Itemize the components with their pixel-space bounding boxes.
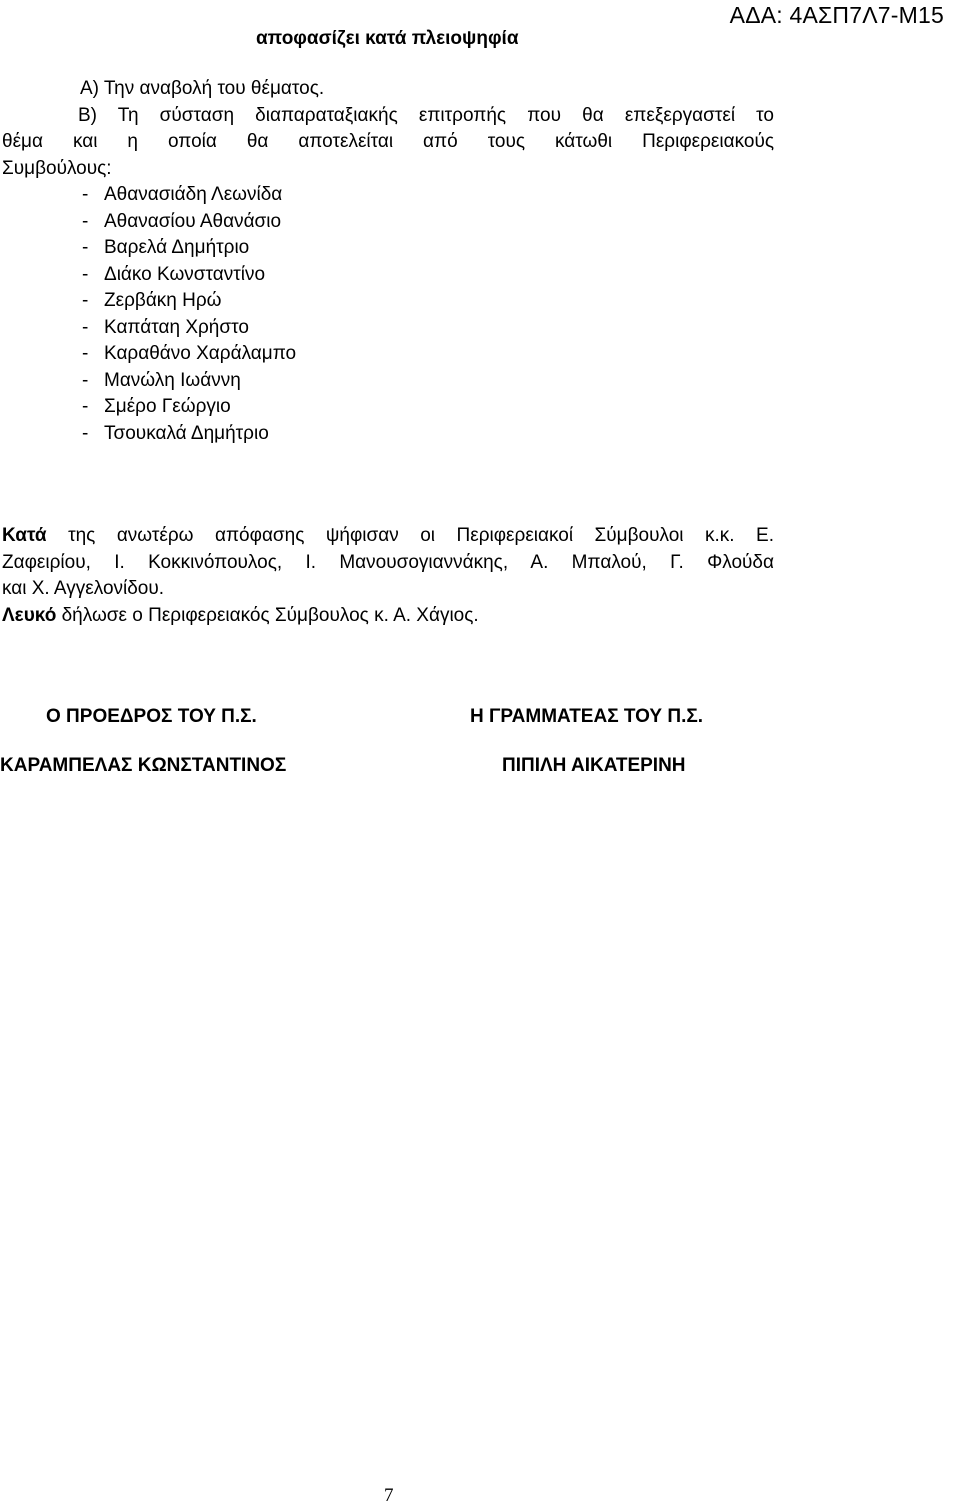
member-name: Τσουκαλά Δημήτριο: [104, 422, 269, 444]
votes-against-line-1: [2, 523, 774, 550]
secretary-title: Η ΓΡΑΜΜΑΤΕΑΣ ΤΟΥ Π.Σ.: [470, 706, 704, 727]
list-item: [0, 288, 296, 315]
list-dash: -: [82, 263, 89, 285]
list-dash: -: [82, 210, 89, 232]
member-name: Αθανασίου Αθανάσιο: [104, 210, 282, 232]
member-name: Καραθάνο Χαράλαμπο: [104, 343, 297, 364]
member-name: Ζερβάκη Ηρώ: [104, 290, 222, 311]
list-item: [0, 421, 296, 448]
member-name: Μανώλη Ιωάννη: [104, 369, 241, 391]
vote-results: [2, 523, 774, 629]
list-dash: -: [82, 237, 89, 258]
list-item: [0, 315, 296, 342]
committee-member-list: [0, 182, 296, 447]
votes-blank-line: [2, 603, 774, 630]
member-name: Αθανασιάδη Λεωνίδα: [104, 184, 283, 205]
item-a: Α) Την αναβολή του θέματος.: [80, 78, 325, 99]
page-number: 7: [384, 1485, 394, 1506]
list-item: [0, 209, 296, 236]
item-b-line-3: Συμβούλους:: [2, 157, 112, 179]
list-dash: -: [82, 396, 89, 417]
votes-against-line-3: και Χ. Αγγελονίδου.: [2, 578, 165, 599]
secretary-name: ΠΙΠΙΛΗ ΑΙΚΑΤΕΡΙΝΗ: [502, 755, 686, 776]
votes-blank-text: δήλωσε ο Περιφερειακός Σύμβουλος κ. Α. Χάγιος.: [56, 604, 479, 626]
member-name: Σμέρο Γεώργιο: [104, 396, 231, 417]
member-name: Βαρελά Δημήτριο: [104, 237, 250, 258]
list-item: [0, 262, 296, 289]
item-b-line-1: Β) Τη σύσταση διαπαραταξιακής επιτροπής που θα επεξεργαστεί το: [78, 104, 774, 126]
list-item: [0, 235, 296, 262]
list-dash: -: [82, 316, 89, 338]
member-name: Διάκο Κωνσταντίνο: [104, 263, 266, 285]
list-item: [0, 368, 296, 395]
list-dash: -: [82, 369, 89, 391]
list-dash: -: [82, 343, 89, 364]
list-item: [0, 341, 296, 368]
president-name: ΚΑΡΑΜΠΕΛΑΣ ΚΩΝΣΤΑΝΤΙΝΟΣ: [0, 755, 287, 776]
member-name: Καπάταη Χρήστο: [104, 316, 249, 338]
votes-blank-label: Λευκό: [2, 604, 57, 626]
votes-against-line-2: Ζαφειρίου, Ι. Κοκκινόπουλος, Ι. Μανουσογιαννάκης, Α. Μπαλού, Γ. Φλούδα: [2, 551, 774, 573]
list-item: [0, 182, 296, 209]
ada-identifier: ΑΔΑ: 4ΑΣΠ7Λ7-Μ15: [729, 2, 944, 28]
list-dash: -: [82, 290, 89, 311]
decision-title: αποφασίζει κατά πλειοψηφία: [256, 28, 519, 49]
decision-items: [2, 76, 774, 182]
votes-against-text: της ανωτέρω απόφασης ψήφισαν οι Περιφερειακοί Σύμβουλοι κ.κ. Ε.: [46, 525, 774, 546]
list-dash: -: [82, 422, 89, 444]
president-title: Ο ΠΡΟΕΔΡΟΣ ΤΟΥ Π.Σ.: [46, 706, 257, 727]
votes-against-label: Κατά: [2, 525, 47, 546]
list-item: [0, 394, 296, 421]
list-dash: -: [82, 184, 89, 205]
item-b-line-2: θέμα και η οποία θα αποτελείται από τους κάτωθι Περιφερειακούς: [2, 131, 774, 152]
